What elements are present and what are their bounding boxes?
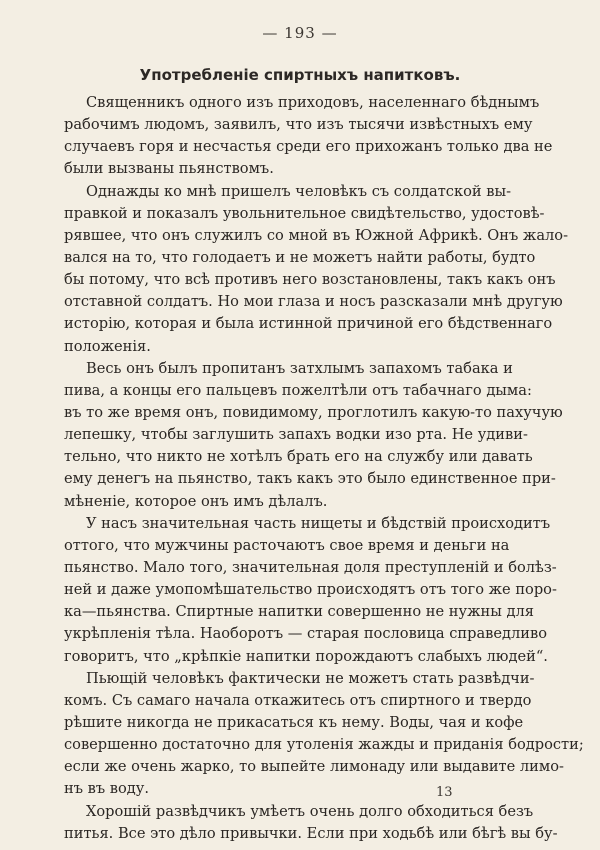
text-line: бы потому, что всѣ противъ него возстановлены, такъ какъ онъ (64, 271, 556, 289)
text-line: укрѣпленія тѣла. Наоборотъ — старая пословица справедливо (64, 625, 548, 643)
text-line: ка—пьянства. Спиртные напитки совершенно не нужны для (64, 603, 534, 621)
page-number-header: — 193 — (262, 24, 338, 42)
text-line: ему денегъ на пьянство, такъ какъ это было единственное при- (64, 470, 556, 488)
text-line: исторію, которая и была истинной причиной его бѣдственнаго (64, 315, 553, 333)
text-line: вался на то, что голодаетъ и не можетъ найти работы, будто (64, 248, 536, 266)
text-line: положенія. (64, 337, 151, 355)
text-line: правкой и показалъ увольнительное свидѣтельство, удостовѣ- (64, 204, 545, 222)
text-line: отставной солдатъ. Но мои глаза и носъ разсказали мнѣ другую (64, 293, 563, 311)
text-line: Однажды ко мнѣ пришелъ человѣкъ съ солдатской вы- (86, 182, 512, 200)
text-line: Священникъ одного изъ приходовъ, населеннаго бѣднымъ (86, 94, 540, 111)
text-line: рявшее, что онъ служилъ со мной въ Южной Африкѣ. Онъ жало- (64, 226, 569, 244)
text-line: ней и даже умопомѣшательство происходятъ отъ того же поро- (64, 581, 557, 599)
body-text (64, 92, 584, 845)
text-line: пива, а концы его пальцевъ пожелтѣли отъ табачнаго дыма: (64, 381, 532, 399)
text-line: пьянство. Мало того, значительная доля преступленій и болѣз- (64, 558, 557, 576)
text-line: Весь онъ былъ пропитанъ затхлымъ запахомъ табака и (86, 359, 513, 377)
text-line: комъ. Съ самаго начала откажитесь отъ спиртного и твердо (64, 691, 532, 709)
text-line: мѣненіе, которое онъ имъ дѣлалъ. (64, 492, 328, 510)
text-line: У насъ значительная часть нищеты и бѣдствій происходитъ (86, 514, 551, 532)
text-line: если же очень жарко, то выпейте лимонаду или выдавите лимо- (64, 758, 564, 776)
text-line: Пьющій человѣкъ фактически не можетъ стать развѣдчи- (86, 669, 535, 687)
text-line: оттого, что мужчины расточаютъ свое время и деньги на (64, 536, 510, 554)
text-line: питья. Все это дѣло привычки. Если при ходьбѣ или бѣгѣ вы бу- (64, 824, 558, 842)
section-title: Употребленіе спиртныхъ напитковъ. (139, 66, 461, 84)
text-line: рабочимъ людомъ, заявилъ, что изъ тысячи извѣстныхъ ему (64, 116, 533, 134)
text-line: нъ въ воду. (64, 780, 150, 798)
text-line: въ то же время онъ, повидимому, проглотилъ какую-то пахучую (64, 403, 563, 421)
text-line: лепешку, чтобы заглушить запахъ водки изо рта. Не удиви- (64, 426, 528, 444)
text-line: говоритъ, что „крѣпкіе напитки порождаютъ слабыхъ людей“. (64, 647, 548, 665)
text-line: тельно, что никто не хотѣлъ брать его на службу или давать (64, 448, 533, 466)
text-line: были вызваны пьянствомъ. (64, 160, 274, 178)
text-line: совершенно достаточно для утоленія жажды и приданія бодрости; (64, 736, 584, 754)
signature-mark: 13 (436, 785, 453, 800)
text-line: рѣшите никогда не прикасаться къ нему. Воды, чая и кофе (64, 713, 524, 731)
text-line: случаевъ горя и несчастья среди его прихожанъ только два не (64, 138, 553, 156)
text-line: Хорошій развѣдчикъ умѣетъ очень долго обходиться безъ (86, 802, 534, 820)
